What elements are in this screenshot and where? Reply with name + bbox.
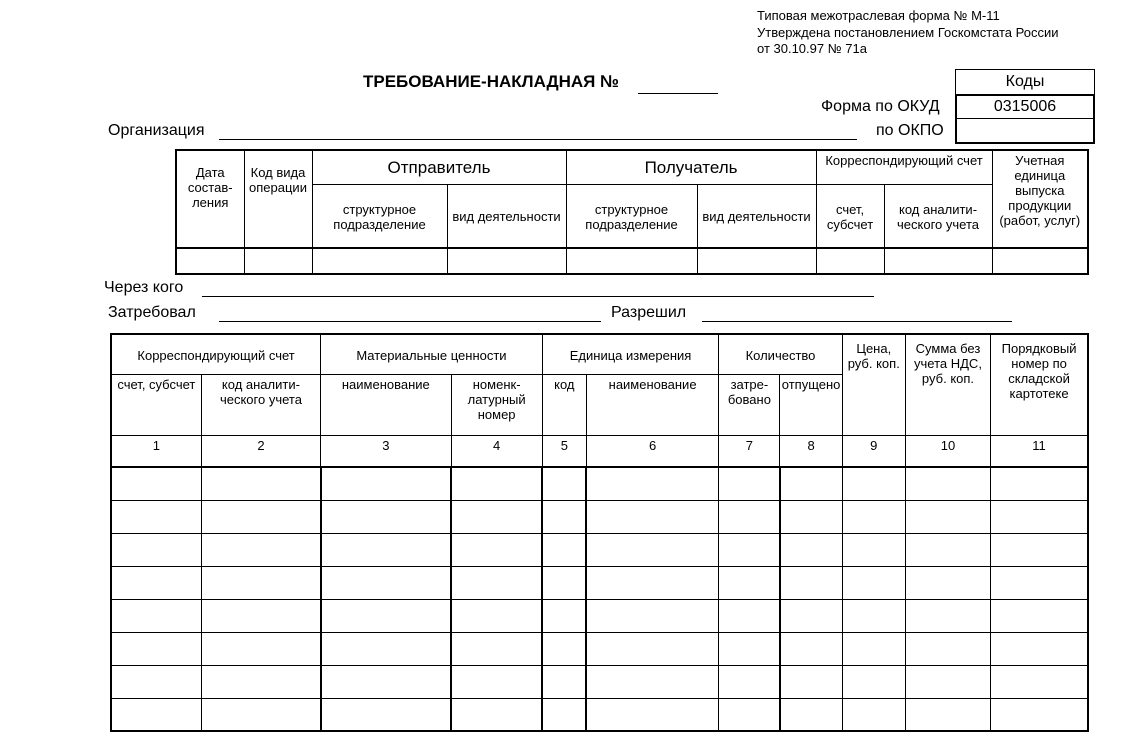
col-number: 4 [451, 435, 542, 467]
table-cell[interactable] [542, 500, 586, 533]
table-row [111, 698, 1088, 731]
codes-block [955, 69, 1094, 143]
table-cell[interactable] [451, 500, 542, 533]
table-cell[interactable] [542, 665, 586, 698]
corr-analytic-header: код аналитического учета [884, 184, 992, 248]
table-cell[interactable] [451, 698, 542, 731]
table-cell[interactable] [719, 698, 780, 731]
table-cell[interactable] [321, 566, 451, 599]
sender-activity-header: вид деятельности [447, 184, 566, 248]
col-number: 10 [905, 435, 990, 467]
organization-label: Организация [108, 122, 205, 139]
table-cell[interactable] [111, 698, 201, 731]
t2-analytic-header: код аналитического учета [201, 374, 320, 435]
table-row [111, 533, 1088, 566]
table-cell[interactable] [991, 698, 1088, 731]
table-cell[interactable] [542, 632, 586, 665]
codes-box [955, 94, 1095, 144]
sender-activity-cell[interactable] [447, 248, 566, 274]
table-cell[interactable] [111, 467, 201, 500]
sender-struct-cell[interactable] [312, 248, 447, 274]
table-cell[interactable] [780, 533, 842, 566]
table-cell[interactable] [201, 632, 320, 665]
table-cell[interactable] [451, 599, 542, 632]
table-cell[interactable] [780, 698, 842, 731]
table-cell[interactable] [111, 533, 201, 566]
table-cell[interactable] [905, 665, 990, 698]
allowed-label: Разрешил [611, 304, 687, 321]
table-cell[interactable] [719, 632, 780, 665]
receiver-struct-header: структурное подразделение [566, 184, 697, 248]
okud-code-field[interactable]: 0315006 [957, 96, 1093, 119]
approval-line: Утверждена постановлением Госкомстата России [757, 25, 1059, 40]
table-cell[interactable] [542, 467, 586, 500]
table-cell[interactable] [201, 467, 320, 500]
t2-materials-header: Материальные ценности [321, 334, 543, 374]
table-cell[interactable] [451, 632, 542, 665]
table-cell[interactable] [451, 533, 542, 566]
approval-date-line: от 30.10.97 № 71а [757, 41, 867, 56]
t2-released-header: отпущено [780, 374, 842, 435]
table-cell[interactable] [780, 500, 842, 533]
output-unit-cell[interactable] [992, 248, 1088, 274]
table-cell[interactable] [780, 632, 842, 665]
table-row [111, 665, 1088, 698]
table-cell[interactable] [780, 467, 842, 500]
table-cell[interactable] [842, 698, 905, 731]
table-row [111, 566, 1088, 599]
document-number-field[interactable] [638, 93, 718, 94]
codes-header: Коды [955, 69, 1095, 95]
col-number: 6 [586, 435, 718, 467]
t2-requested-header: затребовано [719, 374, 780, 435]
t2-account-header: счет, субсчет [111, 374, 201, 435]
table-cell[interactable] [586, 566, 718, 599]
receiver-struct-cell[interactable] [566, 248, 697, 274]
table-cell[interactable] [780, 665, 842, 698]
table-cell[interactable] [905, 599, 990, 632]
organization-field[interactable] [219, 139, 857, 140]
materials-table [110, 333, 1089, 732]
table-cell[interactable] [905, 467, 990, 500]
date-header: Дата составления [176, 150, 244, 248]
data-rows [111, 467, 1088, 731]
table-cell[interactable] [111, 500, 201, 533]
col-number: 11 [991, 435, 1088, 467]
col-number: 7 [719, 435, 780, 467]
operation-code-header: Код вида операции [244, 150, 312, 248]
through-field[interactable] [202, 296, 874, 297]
table-cell[interactable] [542, 566, 586, 599]
table-cell[interactable] [842, 632, 905, 665]
sender-struct-header: структурное подразделение [312, 184, 447, 248]
table-cell[interactable] [451, 665, 542, 698]
table-cell[interactable] [991, 533, 1088, 566]
col-number: 9 [842, 435, 905, 467]
table-cell[interactable] [991, 500, 1088, 533]
table-cell[interactable] [201, 500, 320, 533]
table-cell[interactable] [842, 533, 905, 566]
corr-analytic-cell[interactable] [884, 248, 992, 274]
okud-label: Форма по ОКУД [821, 98, 940, 115]
receiver-header: Получатель [566, 150, 816, 184]
table-cell[interactable] [719, 566, 780, 599]
table-cell[interactable] [321, 698, 451, 731]
table-cell[interactable] [201, 599, 320, 632]
table-cell[interactable] [719, 533, 780, 566]
table-row [111, 500, 1088, 533]
table-cell[interactable] [905, 698, 990, 731]
table-cell[interactable] [719, 665, 780, 698]
table-cell[interactable] [842, 599, 905, 632]
table-cell[interactable] [321, 632, 451, 665]
table-cell[interactable] [201, 566, 320, 599]
table-cell[interactable] [586, 533, 718, 566]
t2-code-header: код [542, 374, 586, 435]
table-cell[interactable] [586, 467, 718, 500]
receiver-activity-header: вид деятельности [697, 184, 816, 248]
table-cell[interactable] [905, 566, 990, 599]
header-info-table [175, 149, 1089, 275]
col-number: 8 [780, 435, 842, 467]
table-cell[interactable] [542, 698, 586, 731]
table-cell[interactable] [991, 566, 1088, 599]
table-cell[interactable] [111, 665, 201, 698]
col-number: 1 [111, 435, 201, 467]
t2-price-header: Цена, руб. коп. [842, 334, 905, 435]
table-cell[interactable] [321, 665, 451, 698]
table-cell[interactable] [842, 467, 905, 500]
table-cell[interactable] [905, 500, 990, 533]
table-cell[interactable] [321, 599, 451, 632]
table-cell[interactable] [201, 665, 320, 698]
allowed-field[interactable] [702, 321, 1012, 322]
col-number: 3 [321, 435, 451, 467]
table-cell[interactable] [905, 632, 990, 665]
table-cell[interactable] [586, 599, 718, 632]
table-cell[interactable] [542, 599, 586, 632]
table-row [111, 599, 1088, 632]
table-cell[interactable] [586, 698, 718, 731]
table-row [111, 632, 1088, 665]
output-unit-header: Учетная единица выпуска продукции (работ, услуг) [992, 150, 1088, 248]
table-cell[interactable] [991, 665, 1088, 698]
table-cell[interactable] [719, 500, 780, 533]
okpo-label: по ОКПО [876, 122, 944, 139]
table-cell[interactable] [451, 467, 542, 500]
corr-account-sub-header: счет, субсчет [816, 184, 884, 248]
table-cell[interactable] [842, 566, 905, 599]
table-cell[interactable] [586, 632, 718, 665]
t2-name-header: наименование [321, 374, 451, 435]
table-cell[interactable] [201, 533, 320, 566]
sender-header: Отправитель [312, 150, 566, 184]
table-cell[interactable] [321, 467, 451, 500]
table-cell[interactable] [111, 599, 201, 632]
table-cell[interactable] [780, 599, 842, 632]
t2-unit-header: Единица измерения [542, 334, 719, 374]
table-cell[interactable] [719, 599, 780, 632]
requested-label: Затребовал [108, 304, 196, 321]
table-cell[interactable] [201, 698, 320, 731]
col-number: 5 [542, 435, 586, 467]
table-cell[interactable] [991, 632, 1088, 665]
corr-account-cell[interactable] [816, 248, 884, 274]
t2-nomenclature-header: номенклатурный номер [451, 374, 542, 435]
table-cell[interactable] [842, 665, 905, 698]
date-cell[interactable] [176, 248, 244, 274]
t2-unit-name-header: наименование [586, 374, 718, 435]
t2-corr-header: Корреспондирующий счет [111, 334, 321, 374]
receiver-activity-cell[interactable] [697, 248, 816, 274]
form-type-line: Типовая межотраслевая форма № М-11 [757, 8, 1000, 23]
table-cell[interactable] [842, 500, 905, 533]
table-cell[interactable] [905, 533, 990, 566]
table-cell[interactable] [991, 599, 1088, 632]
through-label: Через кого [104, 279, 184, 296]
table-cell[interactable] [542, 533, 586, 566]
table-cell[interactable] [111, 566, 201, 599]
table-cell[interactable] [586, 665, 718, 698]
table-cell[interactable] [719, 467, 780, 500]
table-cell[interactable] [586, 500, 718, 533]
okpo-code-field[interactable] [957, 119, 1093, 142]
table-cell[interactable] [451, 566, 542, 599]
table-cell[interactable] [321, 500, 451, 533]
page-title: ТРЕБОВАНИЕ-НАКЛАДНАЯ № [363, 72, 620, 91]
table-cell[interactable] [780, 566, 842, 599]
table-cell[interactable] [991, 467, 1088, 500]
t2-quantity-header: Количество [719, 334, 842, 374]
t2-sum-header: Сумма без учета НДС, руб. коп. [905, 334, 990, 435]
col-number: 2 [201, 435, 320, 467]
table-cell[interactable] [111, 632, 201, 665]
table-row [111, 467, 1088, 500]
table-cell[interactable] [321, 533, 451, 566]
t2-card-header: Порядковый номер по складской картотеке [991, 334, 1088, 435]
operation-code-cell[interactable] [244, 248, 312, 274]
requested-field[interactable] [219, 321, 601, 322]
corr-account-header: Корреспондирующий счет [816, 150, 992, 184]
